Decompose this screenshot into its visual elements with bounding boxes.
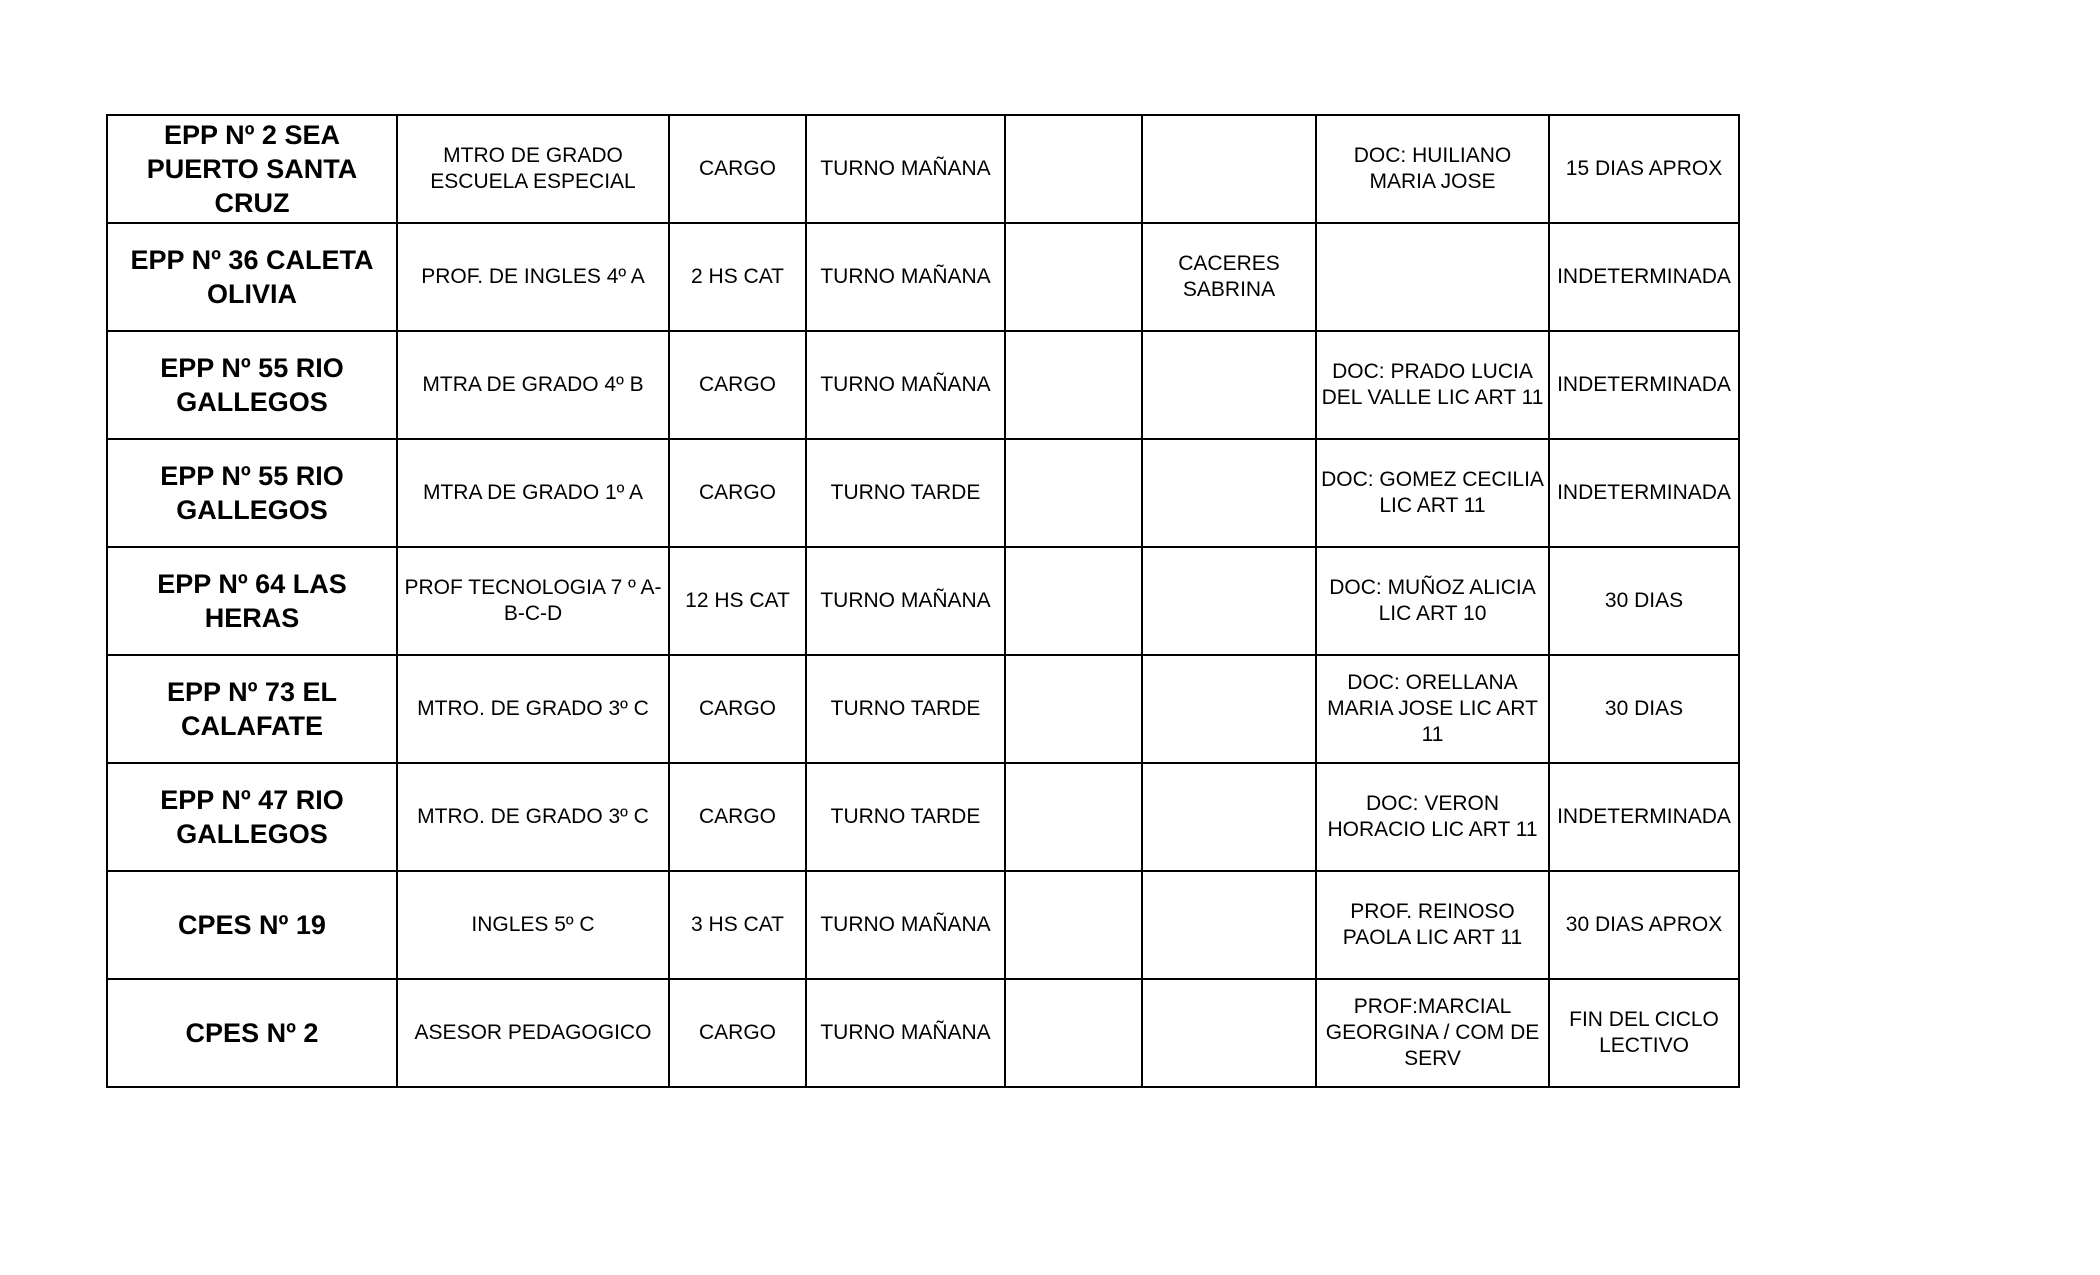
- position-cell: MTRO. DE GRADO 3º C: [397, 763, 669, 871]
- empty-cell: [1005, 439, 1142, 547]
- empty-cell: [1005, 763, 1142, 871]
- load-cell: 3 HS CAT: [669, 871, 806, 979]
- duration-cell: 30 DIAS: [1549, 655, 1739, 763]
- replaced-teacher-cell: PROF. REINOSO PAOLA LIC ART 11: [1316, 871, 1549, 979]
- shift-cell: TURNO TARDE: [806, 763, 1005, 871]
- position-cell: PROF TECNOLOGIA 7 º A-B-C-D: [397, 547, 669, 655]
- shift-cell: TURNO TARDE: [806, 655, 1005, 763]
- empty-cell: [1005, 871, 1142, 979]
- school-cell: EPP Nº 36 CALETA OLIVIA: [107, 223, 397, 331]
- duration-cell: 30 DIAS APROX: [1549, 871, 1739, 979]
- load-cell: CARGO: [669, 763, 806, 871]
- replaced-teacher-cell: DOC: VERON HORACIO LIC ART 11: [1316, 763, 1549, 871]
- school-cell: EPP Nº 64 LAS HERAS: [107, 547, 397, 655]
- duration-cell: INDETERMINADA: [1549, 331, 1739, 439]
- position-cell: INGLES 5º C: [397, 871, 669, 979]
- shift-cell: TURNO MAÑANA: [806, 547, 1005, 655]
- position-cell: PROF. DE INGLES 4º A: [397, 223, 669, 331]
- position-cell: MTRO. DE GRADO 3º C: [397, 655, 669, 763]
- school-cell: EPP Nº 47 RIO GALLEGOS: [107, 763, 397, 871]
- table-row: [107, 763, 1739, 871]
- load-cell: 2 HS CAT: [669, 223, 806, 331]
- table-row: [107, 331, 1739, 439]
- load-cell: CARGO: [669, 115, 806, 223]
- shift-cell: TURNO MAÑANA: [806, 115, 1005, 223]
- table-row: [107, 223, 1739, 331]
- empty-cell: [1005, 655, 1142, 763]
- load-cell: CARGO: [669, 331, 806, 439]
- school-cell: EPP Nº 2 SEA PUERTO SANTA CRUZ: [107, 115, 397, 223]
- assigned-cell: [1142, 979, 1316, 1087]
- duration-cell: 15 DIAS APROX: [1549, 115, 1739, 223]
- assigned-cell: [1142, 331, 1316, 439]
- duration-cell: INDETERMINADA: [1549, 439, 1739, 547]
- shift-cell: TURNO MAÑANA: [806, 871, 1005, 979]
- school-cell: EPP Nº 55 RIO GALLEGOS: [107, 331, 397, 439]
- table-body: [107, 115, 1739, 1087]
- position-cell: ASESOR PEDAGOGICO: [397, 979, 669, 1087]
- empty-cell: [1005, 223, 1142, 331]
- empty-cell: [1005, 547, 1142, 655]
- load-cell: 12 HS CAT: [669, 547, 806, 655]
- replaced-teacher-cell: PROF:MARCIAL GEORGINA / COM DE SERV: [1316, 979, 1549, 1087]
- assigned-cell: [1142, 115, 1316, 223]
- shift-cell: TURNO MAÑANA: [806, 223, 1005, 331]
- table-row: [107, 979, 1739, 1087]
- school-cell: EPP Nº 55 RIO GALLEGOS: [107, 439, 397, 547]
- replaced-teacher-cell: [1316, 223, 1549, 331]
- table-row: [107, 439, 1739, 547]
- assigned-cell: [1142, 655, 1316, 763]
- empty-cell: [1005, 979, 1142, 1087]
- replaced-teacher-cell: DOC: HUILIANO MARIA JOSE: [1316, 115, 1549, 223]
- shift-cell: TURNO TARDE: [806, 439, 1005, 547]
- table-row: [107, 547, 1739, 655]
- empty-cell: [1005, 115, 1142, 223]
- duration-cell: FIN DEL CICLO LECTIVO: [1549, 979, 1739, 1087]
- empty-cell: [1005, 331, 1142, 439]
- assigned-cell: [1142, 547, 1316, 655]
- replaced-teacher-cell: DOC: ORELLANA MARIA JOSE LIC ART 11: [1316, 655, 1549, 763]
- duration-cell: 30 DIAS: [1549, 547, 1739, 655]
- load-cell: CARGO: [669, 655, 806, 763]
- assigned-cell: [1142, 439, 1316, 547]
- duration-cell: INDETERMINADA: [1549, 763, 1739, 871]
- table-row: [107, 115, 1739, 223]
- table-row: [107, 655, 1739, 763]
- vacancy-table: [106, 114, 1740, 1088]
- school-cell: EPP Nº 73 EL CALAFATE: [107, 655, 397, 763]
- table-row: [107, 871, 1739, 979]
- school-cell: CPES Nº 2: [107, 979, 397, 1087]
- assigned-cell: CACERES SABRINA: [1142, 223, 1316, 331]
- replaced-teacher-cell: DOC: MUÑOZ ALICIA LIC ART 10: [1316, 547, 1549, 655]
- position-cell: MTRO DE GRADO ESCUELA ESPECIAL: [397, 115, 669, 223]
- replaced-teacher-cell: DOC: PRADO LUCIA DEL VALLE LIC ART 11: [1316, 331, 1549, 439]
- duration-cell: INDETERMINADA: [1549, 223, 1739, 331]
- load-cell: CARGO: [669, 979, 806, 1087]
- assigned-cell: [1142, 871, 1316, 979]
- school-cell: CPES Nº 19: [107, 871, 397, 979]
- shift-cell: TURNO MAÑANA: [806, 331, 1005, 439]
- load-cell: CARGO: [669, 439, 806, 547]
- position-cell: MTRA DE GRADO 1º A: [397, 439, 669, 547]
- replaced-teacher-cell: DOC: GOMEZ CECILIA LIC ART 11: [1316, 439, 1549, 547]
- position-cell: MTRA DE GRADO 4º B: [397, 331, 669, 439]
- assigned-cell: [1142, 763, 1316, 871]
- shift-cell: TURNO MAÑANA: [806, 979, 1005, 1087]
